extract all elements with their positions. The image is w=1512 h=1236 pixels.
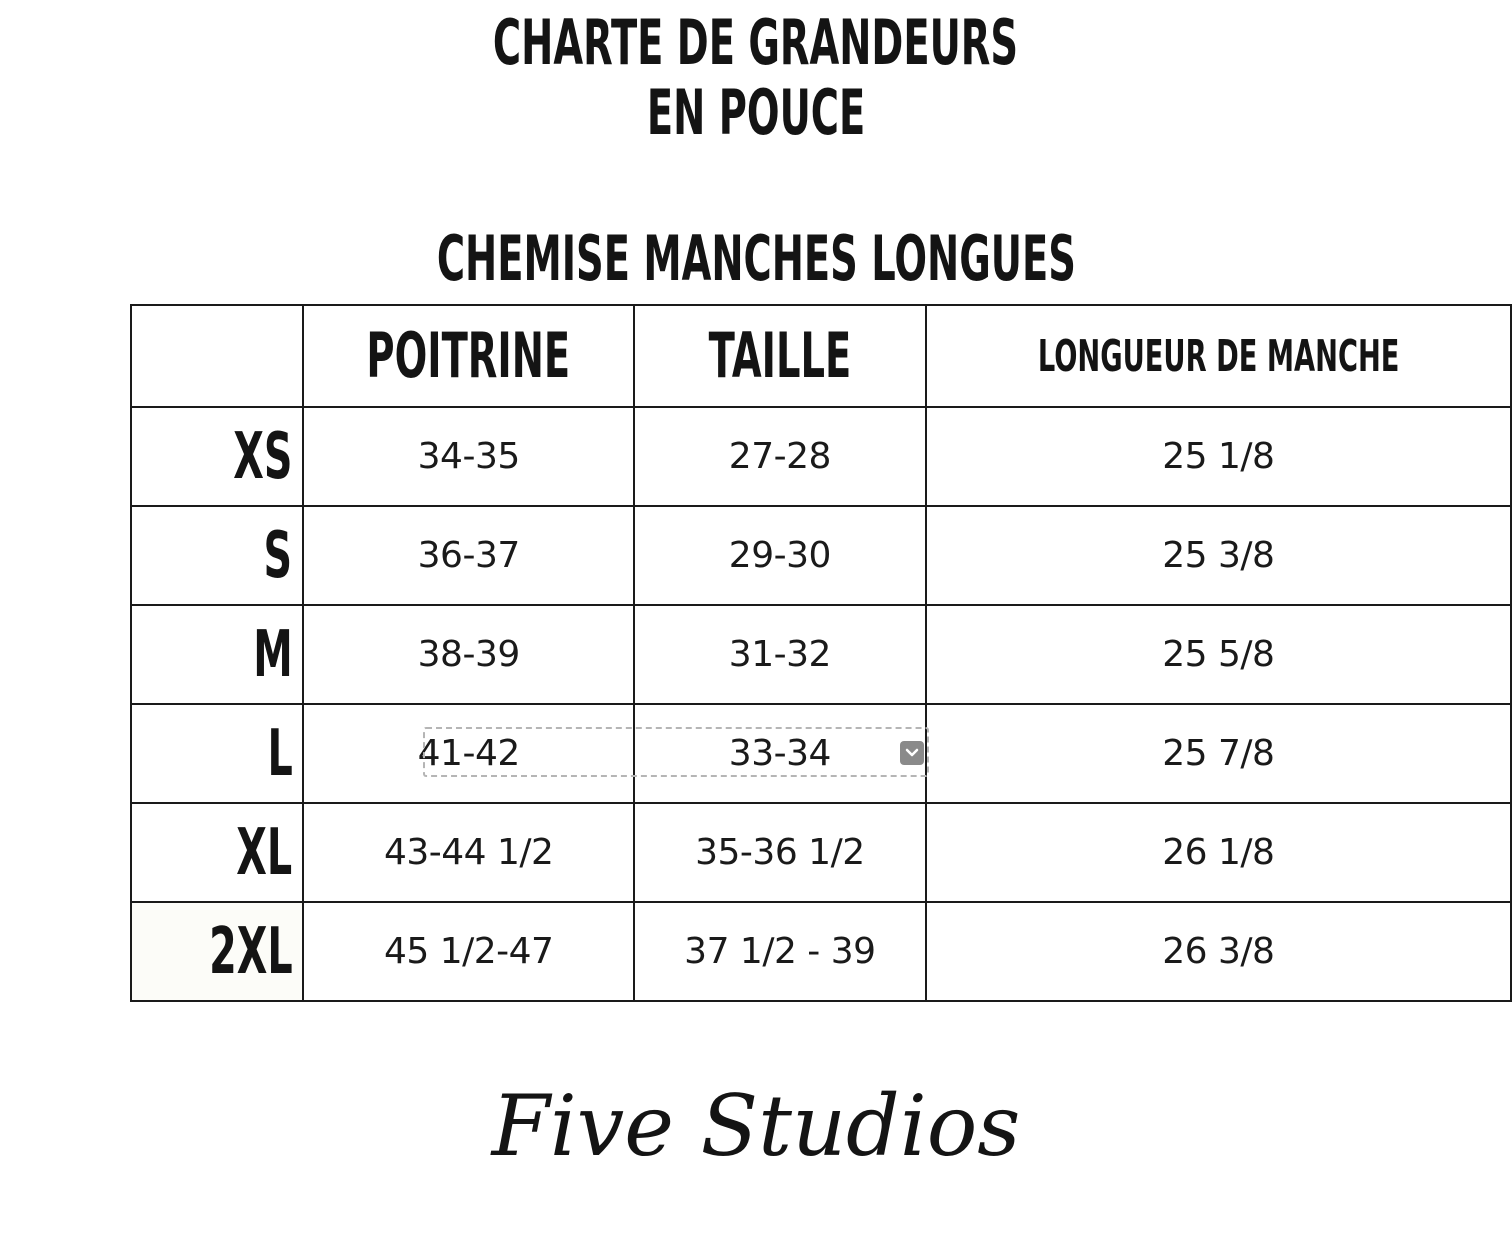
chevron-down-icon[interactable] [900, 741, 924, 765]
chest-cell[interactable]: 41-42 [303, 704, 634, 803]
table-row [131, 506, 1511, 605]
chest-cell: 38-39 [303, 605, 634, 704]
chest-cell: 45 1/2-47 [303, 902, 634, 1001]
chest-cell: 36-37 [303, 506, 634, 605]
chest-cell: 34-35 [303, 407, 634, 506]
sleeve-cell: 25 5/8 [926, 605, 1511, 704]
column-header-chest: POITRINE [303, 305, 634, 407]
waist-cell: 29-30 [634, 506, 926, 605]
waist-cell: 31-32 [634, 605, 926, 704]
size-label-cell: XL [131, 803, 303, 902]
size-label-cell: L [131, 704, 303, 803]
chevron-down-icon-glyph [905, 748, 919, 758]
column-header-waist: TAILLE [634, 305, 926, 407]
sleeve-cell: 26 1/8 [926, 803, 1511, 902]
waist-cell: 37 1/2 - 39 [634, 902, 926, 1001]
header-corner-cell [131, 305, 303, 407]
product-subtitle: CHEMISE MANCHES LONGUES [436, 222, 1076, 295]
waist-cell: 27-28 [634, 407, 926, 506]
title-line-2: EN POUCE [646, 76, 866, 149]
column-header-sleeve: LONGUEUR DE MANCHE [926, 305, 1511, 407]
sleeve-cell: 26 3/8 [926, 902, 1511, 1001]
svg-text:Five Studios: Five Studios [491, 1077, 1021, 1175]
sleeve-cell: 25 3/8 [926, 506, 1511, 605]
table-row [131, 902, 1511, 1001]
sleeve-cell: 25 1/8 [926, 407, 1511, 506]
table-header-row [131, 305, 1511, 407]
chart-title [0, 8, 1512, 148]
title-line-1: CHARTE DE GRANDEURS [493, 6, 1019, 79]
waist-cell: 35-36 1/2 [634, 803, 926, 902]
size-label-cell: M [131, 605, 303, 704]
brand-logo [0, 1060, 1512, 1185]
size-label-cell: 2XL [131, 902, 303, 1001]
size-label-cell: S [131, 506, 303, 605]
selection-frame[interactable] [423, 727, 929, 777]
brand-logo-script [491, 1060, 1021, 1180]
chest-cell: 43-44 1/2 [303, 803, 634, 902]
table-row [131, 407, 1511, 506]
waist-cell[interactable]: 33-34 [634, 704, 926, 803]
table-row [131, 605, 1511, 704]
size-label-cell: XS [131, 407, 303, 506]
sleeve-cell: 25 7/8 [926, 704, 1511, 803]
size-table [130, 304, 1512, 1002]
table-row [131, 803, 1511, 902]
